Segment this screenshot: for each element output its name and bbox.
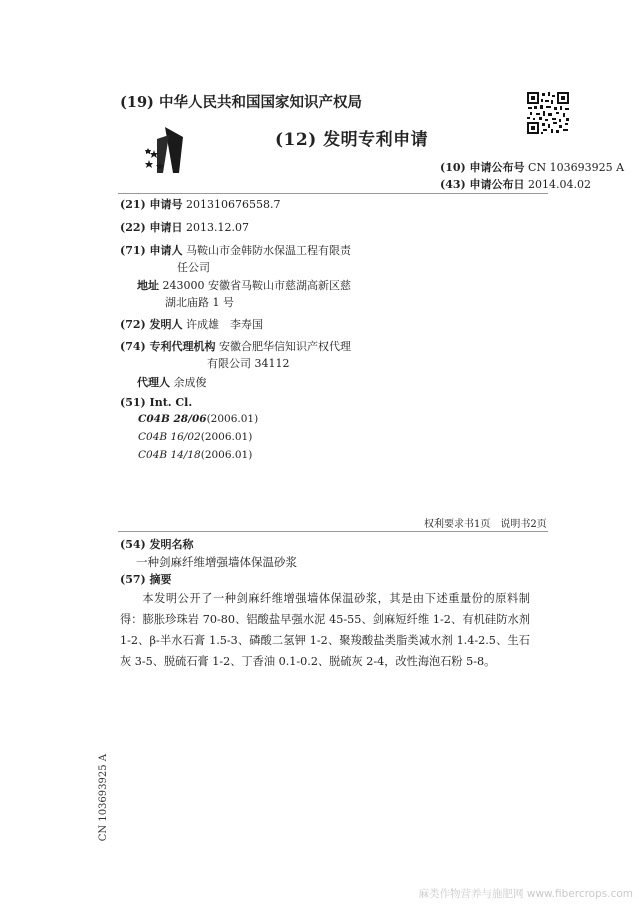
agent-label: 代理人 <box>137 376 170 389</box>
agency-row <box>120 338 351 354</box>
inventor-label: (72) 发明人 <box>120 318 183 331</box>
agent-row <box>137 374 207 390</box>
abstract-text: 本发明公开了一种剑麻纤维增强墙体保温砂浆，其是由下述重量份的原料制得：膨胀珍珠岩 70-80、铝酸盐早强水泥 45-55、剑麻短纤维 1-2、有机硅防水剂 1-2、β-半水石膏 1.5-3、磷酸二氢钾 1-2、聚羧酸盐类脂类减水剂 1.4-2.5、生石灰 3-5、脱硫石膏 1-2、丁香油 0.1-0.2、脱硫灰 2-4，改性海泡石粉 5-8。 <box>120 592 530 668</box>
address-value-line1: 243000 安徽省马鞍山市慈湖高新区慈 <box>162 279 351 292</box>
qr-code <box>526 91 570 135</box>
ipc-code: C04B 28/06 <box>138 413 207 425</box>
application-number-row <box>120 196 281 212</box>
invention-title: 一种剑麻纤维增强墙体保温砂浆 <box>136 555 297 569</box>
ipc-entry <box>138 413 258 425</box>
int-cl-label-text: (51) Int. Cl. <box>120 396 193 409</box>
agency-label: (74) 专利代理机构 <box>120 340 216 353</box>
pub-date-label: (43) 申请公布日 <box>440 178 525 191</box>
pub-number-value: CN 103693925 A <box>528 161 625 174</box>
app-date-label: (22) 申请日 <box>120 221 183 234</box>
ipc-year: (2006.01) <box>200 449 253 461</box>
publication-date-row <box>440 176 591 192</box>
applicant-value-line1: 马鞍山市金韩防水保温工程有限责 <box>186 244 352 257</box>
agency-value-line2: 有限公司 34112 <box>207 357 290 370</box>
app-number-value: 201310676558.7 <box>186 198 281 211</box>
applicant-value-line2: 任公司 <box>177 261 210 274</box>
header-rule <box>118 193 548 194</box>
publication-number-row <box>440 159 624 175</box>
ipc-entry <box>138 431 252 443</box>
abstract-label <box>120 571 172 587</box>
address-row <box>137 277 351 293</box>
ipc-year: (2006.01) <box>206 413 259 425</box>
address-value-line2: 湖北庙路 1 号 <box>165 296 234 309</box>
int-cl-label <box>120 396 192 409</box>
agent-name: 余成俊 <box>173 376 207 389</box>
app-number-label: (21) 申请号 <box>120 198 183 211</box>
section-rule <box>118 531 548 532</box>
abstract-body <box>120 588 530 672</box>
ipc-year: (2006.01) <box>200 431 253 443</box>
applicant-row <box>120 242 351 258</box>
application-date-row <box>120 219 249 235</box>
office-title: (19) 中华人民共和国国家知识产权局 <box>120 94 362 111</box>
ipc-code: C04B 14/18 <box>138 449 201 461</box>
document-type: (12) 发明专利申请 <box>275 130 429 150</box>
ipc-code: C04B 16/02 <box>138 431 201 443</box>
title-label <box>120 536 194 552</box>
applicant-label: (71) 申请人 <box>120 244 183 257</box>
title-label-text: (54) 发明名称 <box>120 538 194 551</box>
pub-date-value: 2014.04.02 <box>528 178 592 191</box>
pages-note: 权利要求书1页 说明书2页 <box>424 519 547 530</box>
watermark: 麻类作物营养与施肥网 www.fibercrops.com <box>418 888 633 900</box>
pub-number-label: (10) 申请公布号 <box>440 161 525 174</box>
sipo-logo <box>143 125 199 175</box>
ipc-entry <box>138 449 252 461</box>
app-date-value: 2013.12.07 <box>186 221 250 234</box>
side-publication-number: CN 103693925 A <box>98 754 109 842</box>
address-label: 地址 <box>137 279 159 292</box>
agency-value-line1: 安徽合肥华信知识产权代理 <box>219 340 352 353</box>
inventor-names: 许成雄 李寿国 <box>186 318 264 331</box>
inventor-row <box>120 316 263 332</box>
abstract-label-text: (57) 摘要 <box>120 573 172 586</box>
